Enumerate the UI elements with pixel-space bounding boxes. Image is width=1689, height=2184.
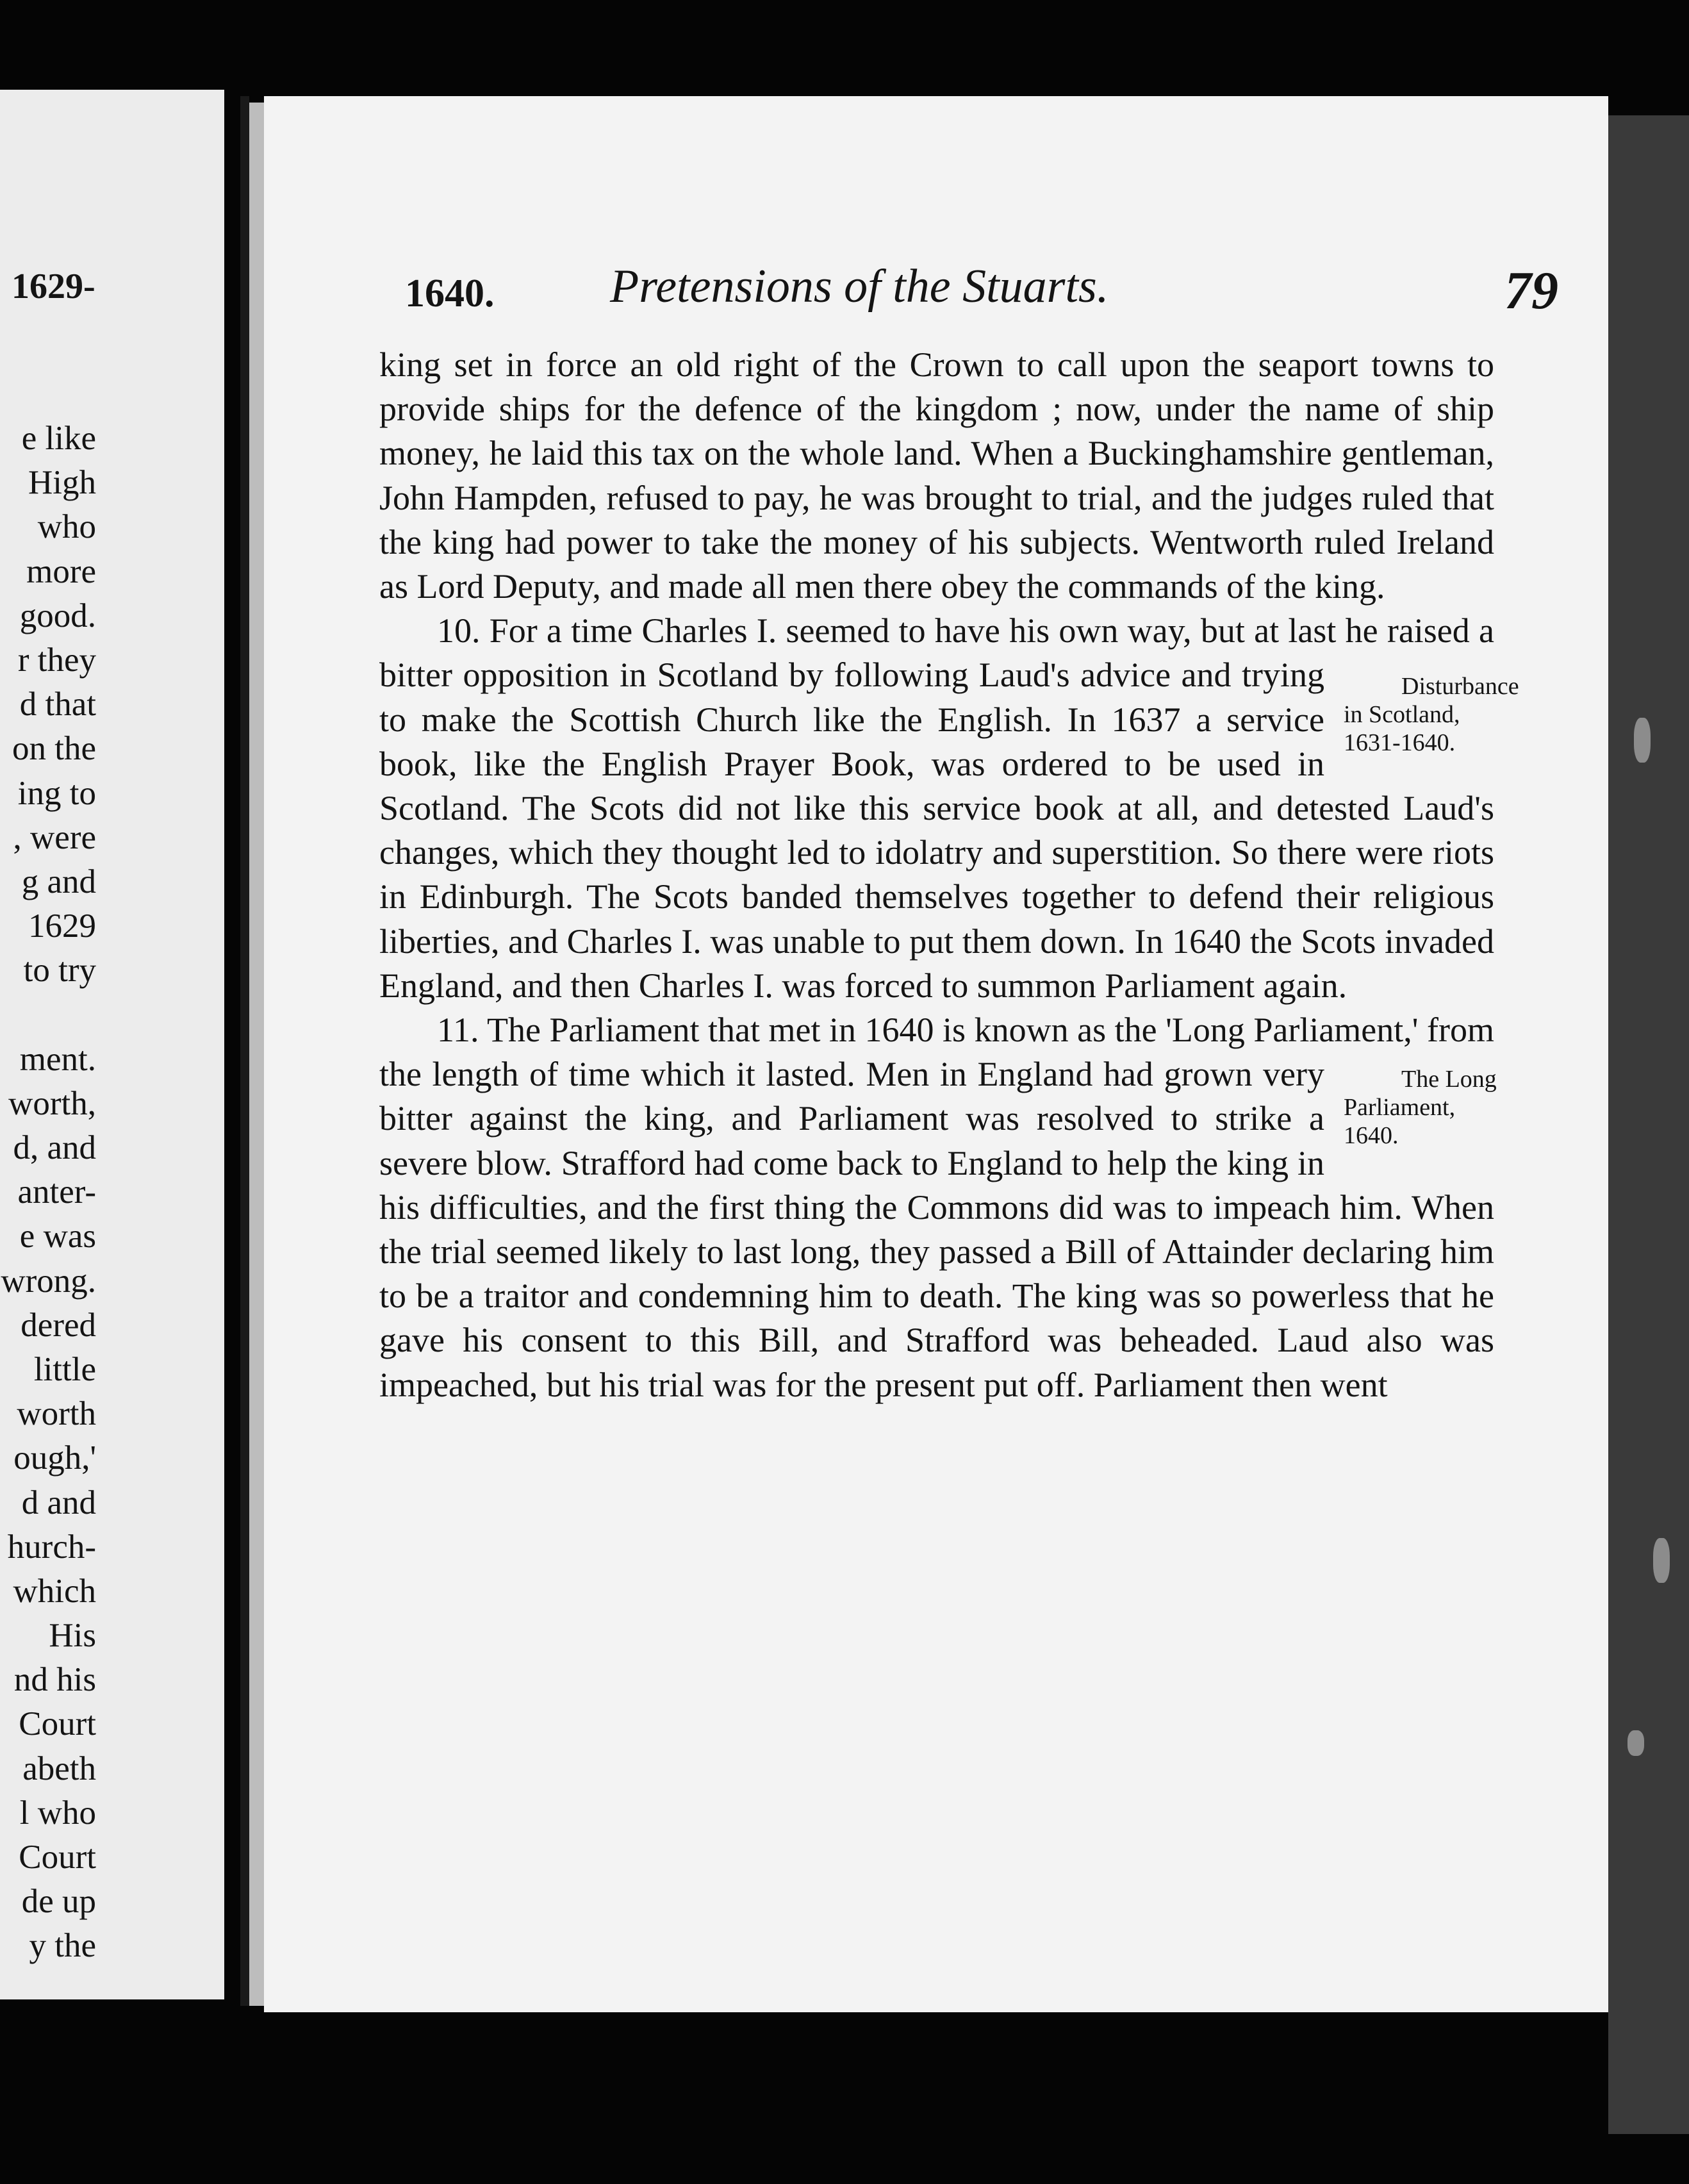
left-page-line: l who [19, 1794, 96, 1832]
side-note-disturbance: Disturbance in Scotland, 1631-1640. [1344, 673, 1519, 757]
left-page-line: to try [23, 952, 96, 989]
page-title: Pretensions of the Stuarts. [610, 260, 1109, 313]
left-page-line: which [13, 1572, 96, 1610]
left-page-line [1, 993, 96, 1037]
right-page [264, 96, 1608, 2012]
left-page-line: more [26, 552, 96, 590]
left-page-line: d that [19, 686, 96, 724]
left-page-line: little [33, 1350, 96, 1388]
left-page-line: y the [29, 1927, 96, 1965]
left-page-line: worth [17, 1395, 96, 1433]
left-page-line: High [28, 464, 96, 502]
left-page-line: ough,' [13, 1439, 96, 1477]
left-page-line: hurch- [7, 1528, 96, 1566]
left-page-line: anter- [17, 1173, 96, 1211]
left-page-line: good. [19, 597, 96, 634]
left-page-line: , were [13, 818, 96, 856]
side-note-long-parliament: The Long Parliament, 1640. [1344, 1066, 1497, 1150]
gutter-shadow [249, 103, 265, 2006]
paragraph-10-lead: 10. For a time Charles I. seemed to have his own way, but at last he raised a bitter opposition in Scotland [379, 611, 1494, 695]
left-page-line: Court [19, 1705, 96, 1743]
left-page-line: e like [21, 420, 96, 457]
left-page-line: nd his [13, 1661, 96, 1699]
left-page-line: ing to [17, 774, 96, 812]
paragraph-11 [379, 1008, 1497, 1407]
left-page-line: worth, [8, 1084, 96, 1122]
left-page-line: abeth [22, 1750, 96, 1787]
left-page-line: dered [21, 1306, 96, 1344]
left-page-line: d, and [13, 1129, 96, 1166]
left-page-line: on the [12, 730, 96, 768]
left-page-line: Court [19, 1839, 96, 1876]
left-page-line: who [37, 508, 96, 546]
left-page-line: g and [21, 863, 96, 900]
left-page-line: wrong. [1, 1262, 96, 1300]
left-page-header: 1629- [12, 267, 95, 306]
header-year: 1640. [405, 272, 495, 315]
page-number: 79 [1504, 261, 1558, 320]
paragraph-11-lead: 11. The Parliament that met in 1640 is known as the 'Long Parliament,' from the length of time which it [379, 1011, 1494, 1094]
left-page-line: ment. [19, 1040, 96, 1078]
paragraph-10 [379, 609, 1519, 1008]
paragraph-continued: king set in force an old right of the Crown to call upon the seaport towns to provide ships for the defence of the kingdom ; now, under the name of ship money, he laid this tax on the whole land. When a Buckinghamshire gentleman, John Hampden, refused to pay, he was brought to trial, and the judges ruled that the king had power to take the money of his subjects. Wentworth ruled Ireland as Lord Deputy, and made all men there obey the commands of the king. [379, 345, 1494, 606]
paragraph-10-rest: by following Laud's advice and trying to make the Scottish Church like the English. In 1637 a service book, like the English Prayer Book, was ordered to be used in Scotland. The Scots did not like this service book at all, and detested Laud's changes, which they thought led to idolatry and superstition. So there were riots in Edinburgh. The Scots banded themselves together to defend their religious liberties, and Charles I. was unable to put them down. In 1640 the Scots invaded England, and then Charles I. was forced to summon Parliament again. [379, 656, 1494, 1005]
paragraph-11-rest: lasted. Men in England had grown very bitter against the king, and Parliament was resolved to strike a severe blow. Strafford had come back to England to help the king in his difficulties, and the first thing the Commons did was to impeach him. When the trial seemed likely to last long, they passed a Bill of Attainder declaring him to be a traitor and condemning him to death. The king was so powerless that he gave his consent to this Bill, and Strafford was beheaded. Laud also was impeached, but his trial was for the present put off. Parliament then went [379, 1055, 1494, 1404]
gutter-line [240, 96, 249, 2006]
left-page [0, 90, 224, 1999]
left-page-line: de up [21, 1883, 96, 1921]
left-page-line: d and [21, 1484, 96, 1521]
left-page-text [1, 417, 96, 1969]
left-page-line: His [49, 1617, 96, 1655]
left-page-line: r they [17, 641, 96, 679]
book-edge [1608, 115, 1689, 2134]
left-page-line: e was [19, 1218, 96, 1255]
left-page-line: 1629 [28, 907, 96, 945]
running-header [405, 260, 1597, 343]
page-body [379, 343, 1519, 1407]
